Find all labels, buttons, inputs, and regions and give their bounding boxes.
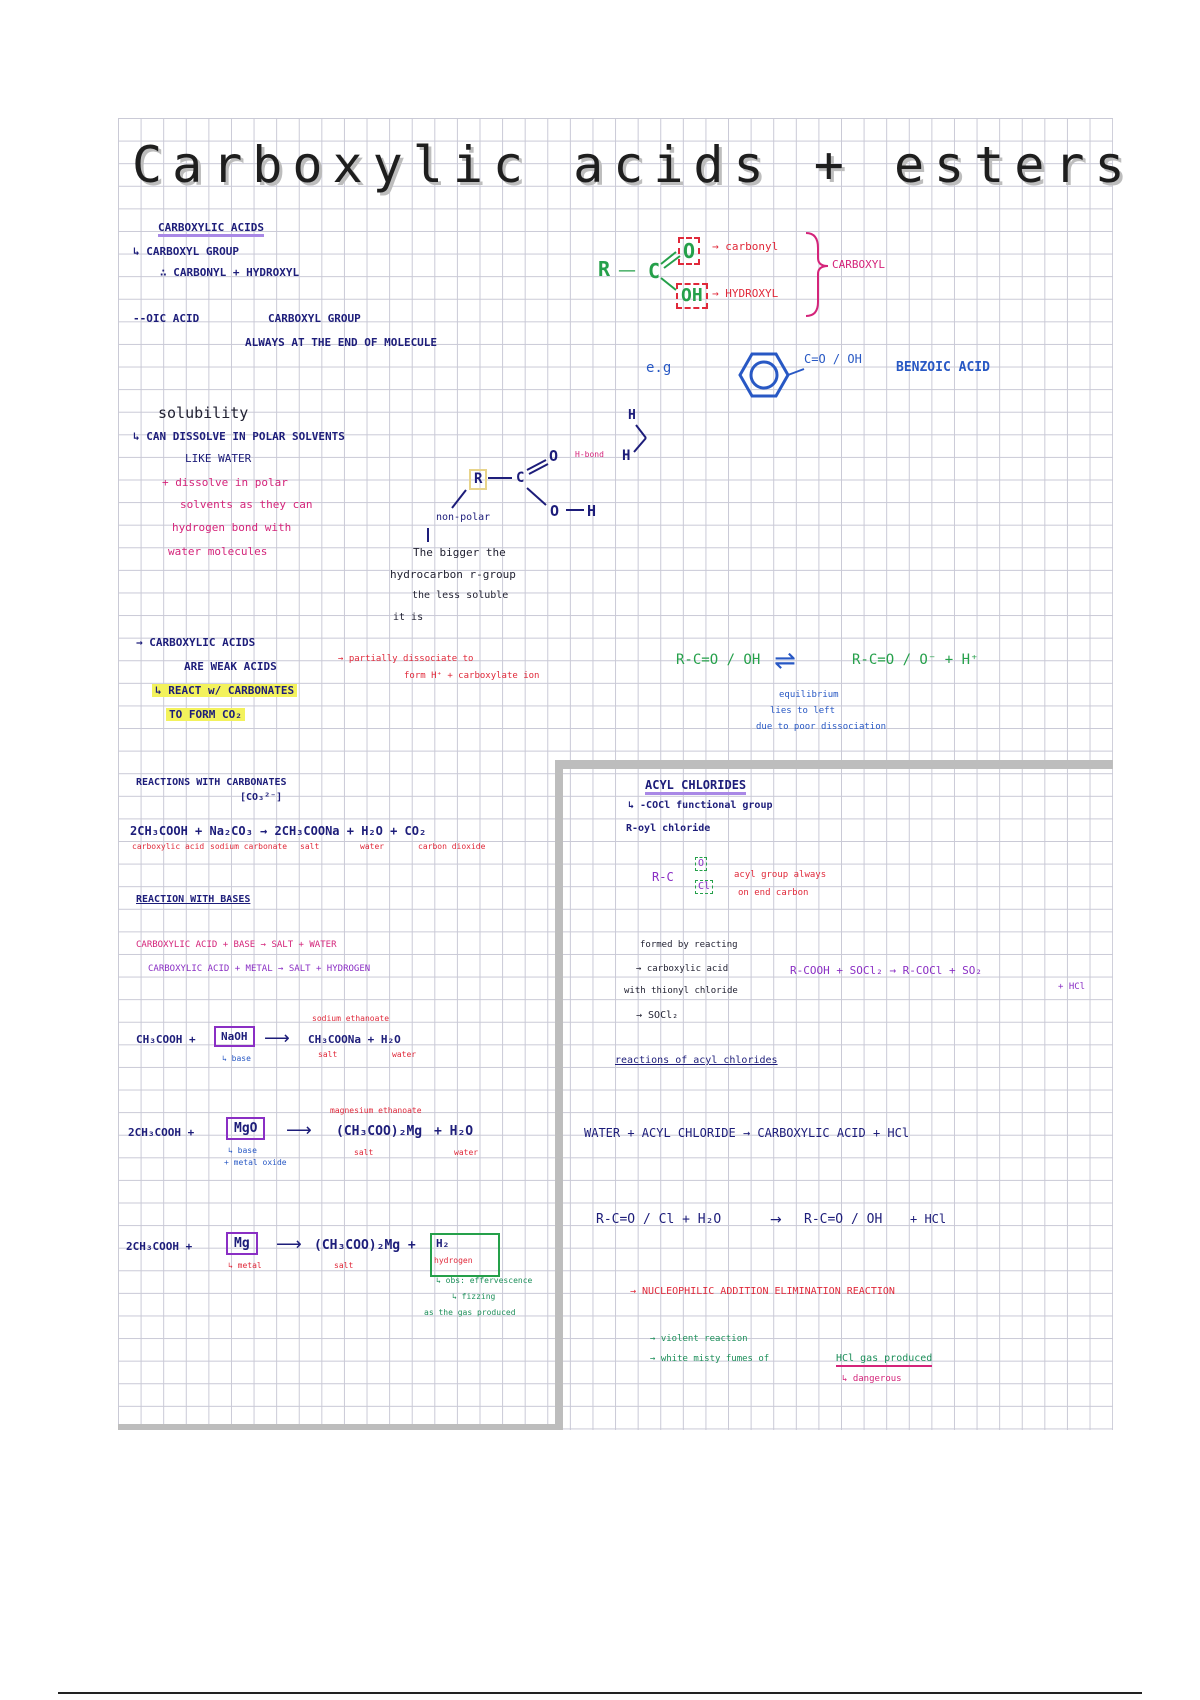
partial-dissociate-1: → partially dissociate to <box>338 654 474 664</box>
bigger-line3: the less soluble <box>412 590 509 601</box>
equilibrium-note2: lies to left <box>770 706 836 716</box>
eq3-arrow-icon: ⟶ <box>276 1234 302 1255</box>
acyl-form4: → SOCl₂ <box>636 1010 679 1021</box>
benzoic-acid-label: BENZOIC ACID <box>896 360 990 375</box>
solubility-line1: ↳ CAN DISSOLVE IN POLAR SOLVENTS <box>133 430 345 443</box>
solubility-heading: solubility <box>158 404 249 422</box>
carbonates-heading2: [CO₃²⁻] <box>240 792 283 803</box>
eq3-h2-box: H₂ <box>430 1233 500 1277</box>
eq3-mid: (CH₃COO)₂Mg + <box>314 1238 416 1253</box>
carbonates-equation: 2CH₃COOH + Na₂CO₃ → 2CH₃COONa + H₂O + CO₂ <box>130 824 427 838</box>
eq1-arrow-icon: ⟶ <box>264 1028 290 1049</box>
bases-rule2: CARBOXYLIC ACID + METAL → SALT + HYDROGEN <box>148 964 371 974</box>
acyl-struct-o: O <box>695 857 707 871</box>
eq3-note1: ↳ obs: effervescence <box>436 1276 533 1285</box>
form-co2-line <box>166 708 245 721</box>
eq2-top-label: magnesium ethanoate <box>330 1106 422 1115</box>
acyl-reactions-heading: reactions of acyl chlorides <box>615 1055 778 1066</box>
acyl-line1: ↳ -COCl functional group <box>628 800 773 811</box>
carboxyl-group-line: ↳ CARBOXYL GROUP <box>133 245 239 258</box>
carbonyl-label: → carbonyl <box>712 240 779 253</box>
bigger-line4: it is <box>393 612 424 623</box>
eq3-h2-label: hydrogen <box>434 1256 473 1265</box>
bigger-line1: The bigger the <box>413 546 506 559</box>
eq2-box: MgO <box>226 1117 265 1140</box>
acyl-form-equation2: + HCl <box>1058 982 1086 992</box>
eg-label: e.g <box>646 360 672 376</box>
bigger-line2: hydrocarbon r-group <box>390 568 516 581</box>
eq1-box: NaOH <box>214 1026 255 1047</box>
equilibrium-arrow-icon: ⇌ <box>774 646 796 676</box>
eq3-box-label: ↳ metal <box>228 1261 262 1270</box>
carboxyl-group-label: CARBOXYL GROUP <box>268 312 361 325</box>
dangerous-line: ↳ dangerous <box>842 1374 902 1384</box>
structure-o: O <box>678 237 700 265</box>
acyl-form1: formed by reacting <box>640 940 738 950</box>
eq1-top-label: sodium ethanoate <box>312 1014 390 1023</box>
eq1-salt-label: salt <box>318 1050 338 1059</box>
eq2-right: + H₂O <box>434 1124 474 1139</box>
eq2-water-label: water <box>454 1148 479 1157</box>
carboxyl-label: CARBOXYL <box>832 258 885 271</box>
hbond-h1: H <box>587 502 597 520</box>
acyl-form-equation: R-COOH + SOCl₂ → R-COCl + SO₂ <box>790 964 983 977</box>
equilibrium-right: R-C=O / O⁻ + H⁺ <box>852 652 979 668</box>
water-acyl-equation: WATER + ACYL CHLORIDE → CARBOXYLIC ACID + HCl <box>584 1126 910 1140</box>
eq1-left: CH₃COOH + <box>136 1033 196 1046</box>
solubility-line2: LIKE WATER <box>185 452 252 465</box>
eq1-box-label: ↳ base <box>222 1054 251 1063</box>
solubility-pink1: + dissolve in polar <box>162 476 288 489</box>
hydroxyl-label: → HYDROXYL <box>712 287 779 300</box>
end-of-molecule-line: ALWAYS AT THE END OF MOLECULE <box>245 336 438 349</box>
acyl-form2: → carboxylic acid <box>636 964 729 974</box>
hbond-h3: H <box>628 408 636 423</box>
fumes-line: → white misty fumes of <box>650 1354 770 1364</box>
eq2-box-label2: + metal oxide <box>224 1158 287 1167</box>
acyl-form3: with thionyl chloride <box>624 986 738 996</box>
solubility-pink4: water molecules <box>168 545 268 558</box>
eq3-note2: ↳ fizzing <box>452 1292 496 1301</box>
weak-acid-line2: ARE WEAK ACIDS <box>184 660 277 673</box>
carbonates-label-co2: carbon dioxide <box>418 842 486 851</box>
acyl-line2: R-oyl chloride <box>626 823 711 834</box>
eq1-right: CH₃COONa + H₂O <box>308 1033 401 1046</box>
solubility-pink3: hydrogen bond with <box>172 521 292 534</box>
acyl-struct-eq-arrow-icon: → <box>770 1212 782 1228</box>
eq2-salt-label: salt <box>354 1148 374 1157</box>
oic-acid-line: --OIC ACID <box>133 312 200 325</box>
acyl-struct-eq-hcl: + HCl <box>910 1212 947 1226</box>
carbonates-label-water: water <box>360 842 385 851</box>
acyl-struct-cl: Cl <box>695 880 713 894</box>
bases-rule1: CARBOXYLIC ACID + BASE → SALT + WATER <box>136 940 337 950</box>
eq2-arrow-icon: ⟶ <box>286 1120 312 1141</box>
carbonates-label-sodium: sodium carbonate <box>210 842 288 851</box>
acyl-struct-eq-left: R-C=O / Cl + H₂O <box>596 1212 722 1227</box>
carbonyl-hydroxyl-line: ∴ CARBONYL + HYDROXYL <box>160 266 300 279</box>
react-carbonates-line <box>152 684 297 697</box>
hbond-o1: O <box>549 447 559 465</box>
eq2-mid: (CH₃COO)₂Mg <box>336 1124 423 1139</box>
violent-line: → violent reaction <box>650 1334 748 1344</box>
carbonates-label-salt: salt <box>300 842 320 851</box>
carbonates-label-acid: carboxylic acid <box>132 842 205 851</box>
react-carbonates-text: ↳ REACT w/ CARBONATES <box>152 684 297 697</box>
hbond-label: H-bond <box>575 450 604 459</box>
equilibrium-note1: equilibrium <box>779 690 839 700</box>
partial-dissociate-2: form H⁺ + carboxylate ion <box>404 671 540 681</box>
eq1-water-label: water <box>392 1050 417 1059</box>
eq3-left: 2CH₃COOH + <box>126 1240 193 1253</box>
nonpolar-label: non-polar <box>436 512 491 523</box>
structure-r: R <box>598 257 611 281</box>
eq3-salt-label: salt <box>334 1261 354 1270</box>
hbond-c: C <box>516 470 525 486</box>
mechanism-line: → NUCLEOPHILIC ADDITION ELIMINATION REACTION <box>630 1286 895 1297</box>
hbond-h2: H <box>622 448 631 464</box>
hbond-r: R <box>469 469 487 490</box>
structure-dash: — <box>618 260 636 281</box>
page-title: Carboxylic acids + esters <box>132 136 1135 194</box>
acyl-struct-note2: on end carbon <box>738 888 809 898</box>
equilibrium-note3: due to poor dissociation <box>756 722 887 732</box>
carbonates-heading: REACTIONS WITH CARBONATES <box>136 777 287 788</box>
bases-heading: REACTION WITH BASES <box>136 894 251 905</box>
acyl-heading: ACYL CHLORIDES <box>645 778 746 795</box>
hbond-o2: O <box>550 502 560 520</box>
weak-acid-line1: → CARBOXYLIC ACIDS <box>136 636 256 649</box>
acyl-struct-note1: acyl group always <box>734 870 827 880</box>
acyl-struct-eq-right: R-C=O / OH <box>804 1212 883 1227</box>
equilibrium-left: R-C=O / OH <box>676 652 761 668</box>
structure-c: C <box>648 259 661 283</box>
eq2-left: 2CH₃COOH + <box>128 1126 195 1139</box>
benzoic-group: C=O / OH <box>804 352 862 366</box>
eq3-box: Mg <box>226 1232 258 1255</box>
solubility-pink2: solvents as they can <box>180 498 313 511</box>
structure-oh: OH <box>676 283 708 309</box>
acyl-struct-r: R-C <box>652 870 674 884</box>
eq3-note3: as the gas produced <box>424 1308 516 1317</box>
form-co2-text: TO FORM CO₂ <box>166 708 245 721</box>
hcl-gas-line: HCl gas produced <box>836 1353 932 1367</box>
carboxylic-heading: CARBOXYLIC ACIDS <box>158 221 264 237</box>
eq2-box-label1: ↳ base <box>228 1146 257 1155</box>
